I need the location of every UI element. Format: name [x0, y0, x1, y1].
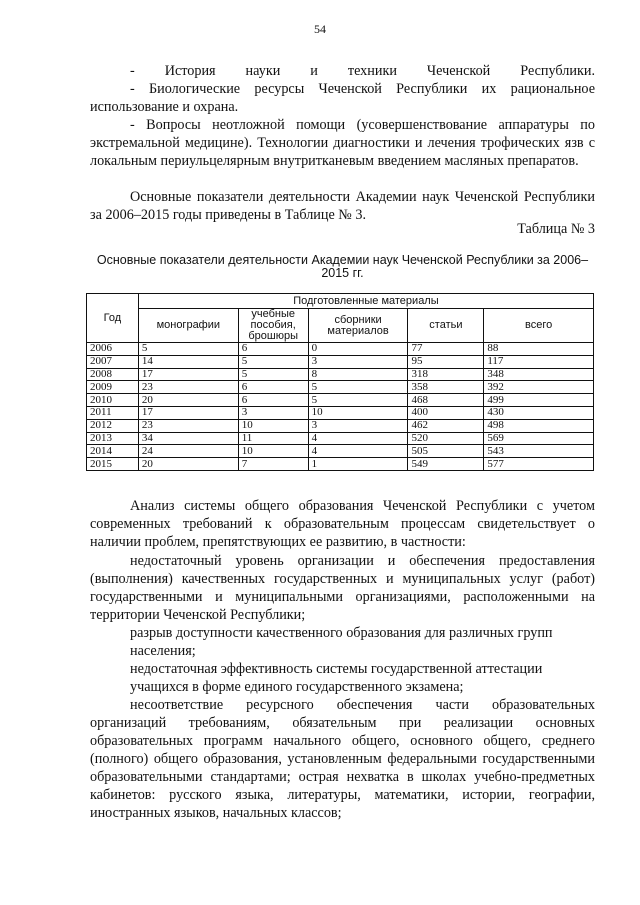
table-label: Таблица № 3: [517, 221, 595, 237]
table-row: [87, 432, 594, 445]
table-caption: Основные показатели деятельности Академии наук Чеченской Республики за 2006–2015 гг.: [96, 253, 589, 280]
value-cell: 569: [484, 432, 594, 445]
value-cell: 498: [484, 419, 594, 432]
year-cell: 2011: [87, 406, 139, 419]
value-cell: 430: [484, 406, 594, 419]
year-cell: 2015: [87, 458, 139, 471]
value-cell: 520: [408, 432, 484, 445]
value-cell: 6: [238, 394, 308, 407]
value-cell: 5: [308, 381, 408, 394]
value-cell: 10: [308, 406, 408, 419]
value-cell: 392: [484, 381, 594, 394]
problem-3-line-2: учащихся в форме единого государственного экзамена;: [130, 679, 464, 695]
value-cell: 3: [308, 419, 408, 432]
value-cell: 10: [238, 445, 308, 458]
value-cell: 6: [238, 381, 308, 394]
value-cell: 3: [308, 355, 408, 368]
analysis-intro: Анализ системы общего образования Чеченской Республики с учетом современных требований к образовательным процессам свидетельствует о наличии проблем, препятствующих ее развитию, в частности:: [90, 498, 595, 550]
value-cell: 17: [138, 368, 238, 381]
value-cell: 7: [238, 458, 308, 471]
value-cell: 117: [484, 355, 594, 368]
year-cell: 2012: [87, 419, 139, 432]
value-cell: 20: [138, 458, 238, 471]
value-cell: 5: [138, 343, 238, 356]
value-cell: 4: [308, 432, 408, 445]
table-row: [87, 368, 594, 381]
col-header-textbooks: учебные пособия, брошюры: [238, 309, 308, 343]
summary-paragraph: Основные показатели деятельности Академии наук Чеченской Республики за 2006–2015 годы приведены в Таблице № 3.: [90, 189, 595, 223]
year-cell: 2006: [87, 343, 139, 356]
value-cell: 5: [238, 368, 308, 381]
col-header-articles: статьи: [408, 309, 484, 343]
value-cell: 17: [138, 406, 238, 419]
indicators-table: [86, 293, 594, 471]
table-row: [87, 343, 594, 356]
year-cell: 2014: [87, 445, 139, 458]
value-cell: 77: [408, 343, 484, 356]
table-row: [87, 445, 594, 458]
table-row: [87, 406, 594, 419]
table-subheader-row: [87, 309, 594, 343]
year-cell: 2013: [87, 432, 139, 445]
table-row: [87, 394, 594, 407]
value-cell: 348: [484, 368, 594, 381]
problem-1: недостаточный уровень организации и обеспечения предоставления (выполнения) качественных государственных и муниципальных услуг (работ) государственными и муниципальными организациями, расположенными на территории Чеченской Республики;: [90, 553, 595, 623]
year-header: Год: [87, 294, 139, 343]
table-row: [87, 419, 594, 432]
table-row: [87, 381, 594, 394]
problem-4: несоответствие ресурсного обеспечения части образовательных организаций требованиям, обязательным при реализации основных образовательных программ начального общего, основного общего, среднего (полного) общего образования, установленным федеральными государственными образовательными стандартами; острая нехватка в школах учебно-предметных кабинетов: русского языка, литературы, математики, истории, географии, иностранных языков, начальных классов;: [90, 697, 595, 821]
value-cell: 3: [238, 406, 308, 419]
value-cell: 505: [408, 445, 484, 458]
value-cell: 10: [238, 419, 308, 432]
value-cell: 577: [484, 458, 594, 471]
materials-group-header: Подготовленные материалы: [138, 294, 593, 309]
value-cell: 400: [408, 406, 484, 419]
problem-2: [90, 624, 595, 660]
table-header-row: [87, 294, 594, 309]
col-header-total: всего: [484, 309, 594, 343]
value-cell: 4: [308, 445, 408, 458]
list-item-emergency-care: - Вопросы неотложной помощи (усовершенствование аппаратуры по экстремальной медицине). Технологии диагностики и лечения трофических язв с локальным периульцелярным внутритканевым введением масляных препаратов.: [90, 117, 595, 169]
list-item-history: - История науки и техники Чеченской Республики.: [130, 63, 595, 79]
value-cell: 543: [484, 445, 594, 458]
value-cell: 499: [484, 394, 594, 407]
value-cell: 8: [308, 368, 408, 381]
year-cell: 2008: [87, 368, 139, 381]
value-cell: 5: [238, 355, 308, 368]
list-item-bio-resources: - Биологические ресурсы Чеченской Республики их рациональное использование и охрана.: [90, 81, 595, 115]
value-cell: 6: [238, 343, 308, 356]
problem-2-line-2: населения;: [130, 643, 196, 659]
value-cell: 24: [138, 445, 238, 458]
value-cell: 5: [308, 394, 408, 407]
page-number: 54: [314, 22, 326, 36]
problem-2-line-1: разрыв доступности качественного образования для различных групп: [130, 625, 553, 641]
value-cell: 462: [408, 419, 484, 432]
problem-3: [90, 660, 595, 696]
table-row: [87, 355, 594, 368]
value-cell: 20: [138, 394, 238, 407]
value-cell: 23: [138, 419, 238, 432]
value-cell: 468: [408, 394, 484, 407]
value-cell: 358: [408, 381, 484, 394]
year-cell: 2010: [87, 394, 139, 407]
value-cell: 0: [308, 343, 408, 356]
value-cell: 23: [138, 381, 238, 394]
year-cell: 2007: [87, 355, 139, 368]
table-row: [87, 458, 594, 471]
value-cell: 318: [408, 368, 484, 381]
col-header-monographs: монографии: [138, 309, 238, 343]
problem-3-line-1: недостаточная эффективность системы государственной аттестации: [130, 661, 543, 677]
year-cell: 2009: [87, 381, 139, 394]
value-cell: 1: [308, 458, 408, 471]
value-cell: 14: [138, 355, 238, 368]
col-header-collections: сборники материалов: [308, 309, 408, 343]
value-cell: 11: [238, 432, 308, 445]
value-cell: 34: [138, 432, 238, 445]
value-cell: 549: [408, 458, 484, 471]
value-cell: 95: [408, 355, 484, 368]
value-cell: 88: [484, 343, 594, 356]
